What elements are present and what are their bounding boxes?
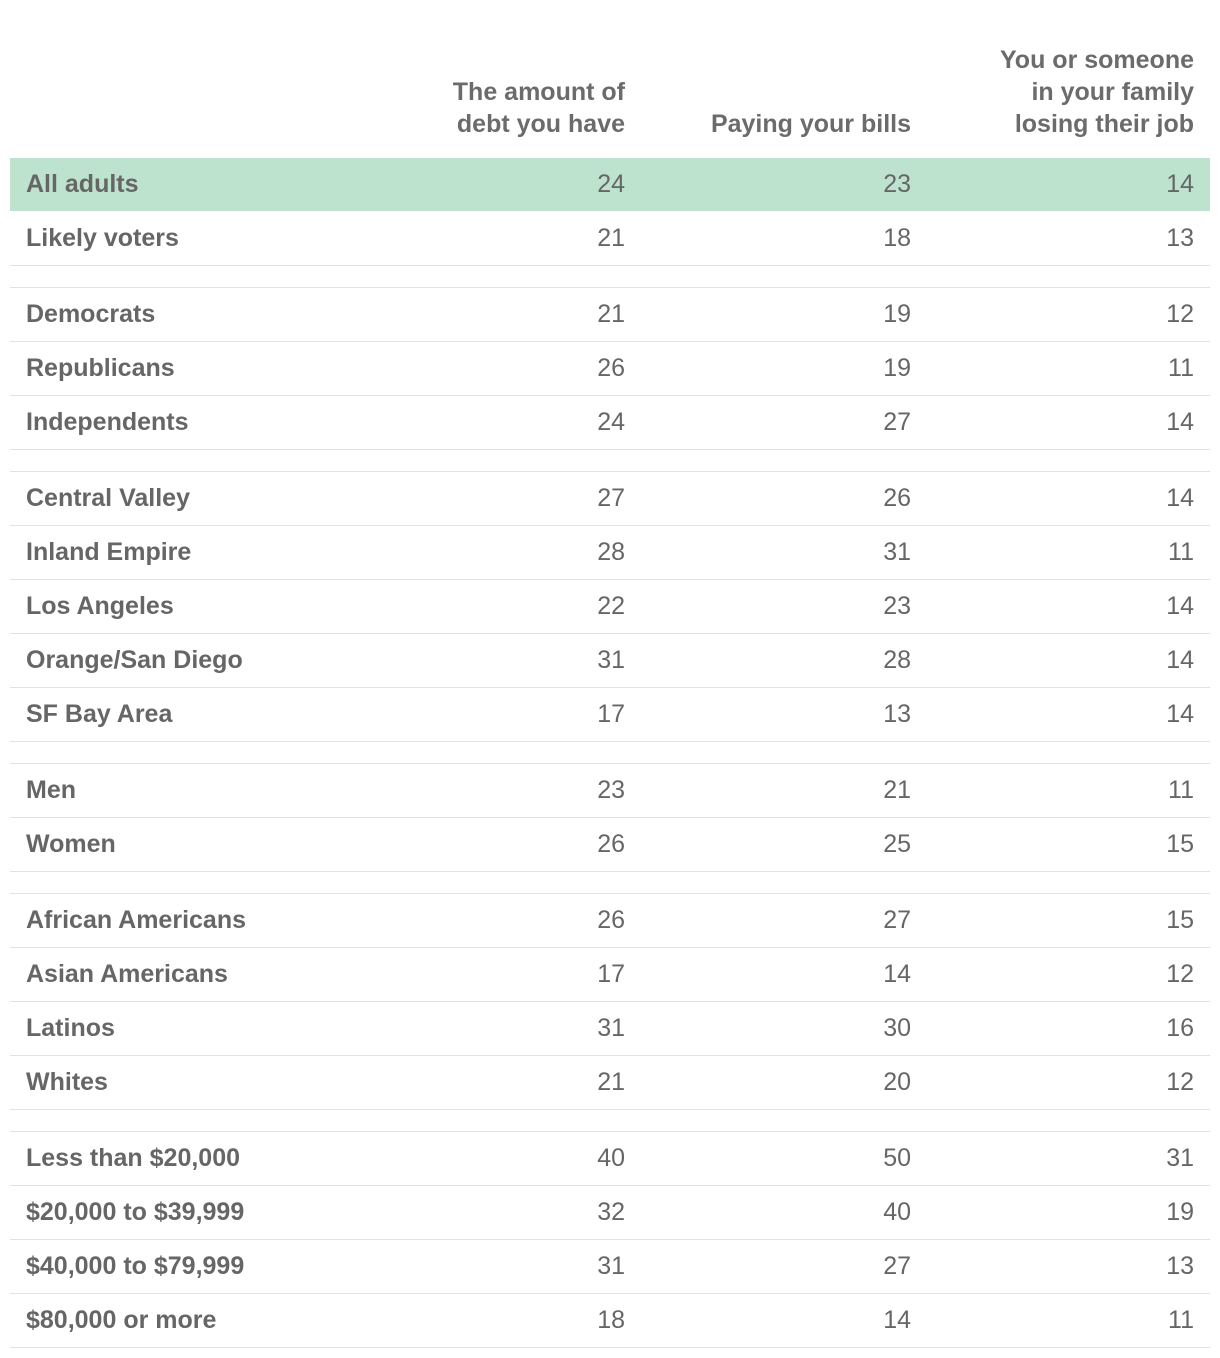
cell-value: 11 xyxy=(1168,1306,1194,1334)
cell-value: 25 xyxy=(883,830,911,858)
table-row xyxy=(10,342,1210,396)
cell-value: 28 xyxy=(597,538,625,566)
table-row xyxy=(10,472,1210,526)
cell-value: 19 xyxy=(883,300,911,328)
row-label: Asian Americans xyxy=(26,960,228,988)
cell-value: 21 xyxy=(597,224,625,252)
cell-value: 26 xyxy=(597,906,625,934)
row-label: Independents xyxy=(26,408,189,436)
cell-value: 27 xyxy=(597,484,625,512)
cell-value: 50 xyxy=(883,1144,911,1172)
row-label: Orange/San Diego xyxy=(26,646,243,674)
table-row xyxy=(10,580,1210,634)
cell-value: 15 xyxy=(1166,906,1194,934)
cell-value: 11 xyxy=(1168,776,1194,804)
cell-value: 27 xyxy=(883,1252,911,1280)
cell-value: 13 xyxy=(1166,224,1194,252)
table-row xyxy=(10,1132,1210,1186)
group-separator xyxy=(10,450,1210,472)
cell-value: 20 xyxy=(883,1068,911,1096)
table-row xyxy=(10,764,1210,818)
group-separator xyxy=(10,742,1210,764)
table-row xyxy=(10,526,1210,580)
data-table xyxy=(10,0,1210,1348)
cell-value: 23 xyxy=(883,170,911,198)
table-row xyxy=(10,212,1210,266)
cell-value: 17 xyxy=(597,700,625,728)
column-header-bills: Paying your bills xyxy=(710,110,911,138)
cell-value: 40 xyxy=(597,1144,625,1172)
cell-value: 18 xyxy=(597,1306,625,1334)
table-row xyxy=(10,634,1210,688)
cell-value: 31 xyxy=(597,646,625,674)
row-label: Women xyxy=(26,830,116,858)
cell-value: 32 xyxy=(597,1198,625,1226)
row-label: African Americans xyxy=(26,906,246,934)
row-label: Men xyxy=(26,776,76,804)
row-label: Democrats xyxy=(26,300,156,328)
row-label: Less than $20,000 xyxy=(26,1144,241,1172)
cell-value: 22 xyxy=(597,592,625,620)
row-label: Los Angeles xyxy=(26,592,174,620)
cell-value: 28 xyxy=(883,646,911,674)
cell-value: 14 xyxy=(883,1306,911,1334)
table-row xyxy=(10,688,1210,742)
cell-value: 13 xyxy=(883,700,911,728)
cell-value: 16 xyxy=(1166,1014,1194,1042)
cell-value: 14 xyxy=(1166,592,1194,620)
table-row xyxy=(10,1002,1210,1056)
row-label: $80,000 or more xyxy=(26,1306,217,1334)
table-row xyxy=(10,1240,1210,1294)
cell-value: 12 xyxy=(1166,960,1194,988)
cell-value: 27 xyxy=(883,906,911,934)
cell-value: 14 xyxy=(1166,170,1194,198)
cell-value: 14 xyxy=(1166,646,1194,674)
cell-value: 11 xyxy=(1168,538,1194,566)
cell-value: 23 xyxy=(883,592,911,620)
row-label: Republicans xyxy=(26,354,175,382)
cell-value: 18 xyxy=(883,224,911,252)
table-row xyxy=(10,1186,1210,1240)
table-row xyxy=(10,948,1210,1002)
cell-value: 21 xyxy=(597,1068,625,1096)
cell-value: 17 xyxy=(597,960,625,988)
cell-value: 24 xyxy=(597,408,625,436)
cell-value: 11 xyxy=(1168,354,1194,382)
cell-value: 19 xyxy=(883,354,911,382)
table-row xyxy=(10,818,1210,872)
cell-value: 26 xyxy=(883,484,911,512)
cell-value: 12 xyxy=(1166,300,1194,328)
table-body xyxy=(10,158,1210,1348)
row-label: All adults xyxy=(26,170,139,198)
cell-value: 14 xyxy=(1166,484,1194,512)
table-row xyxy=(10,1056,1210,1110)
cell-value: 40 xyxy=(883,1198,911,1226)
group-separator xyxy=(10,1110,1210,1132)
group-separator xyxy=(10,872,1210,894)
row-label: Inland Empire xyxy=(26,538,192,566)
cell-value: 27 xyxy=(883,408,911,436)
row-label: $40,000 to $79,999 xyxy=(26,1252,245,1280)
table-row xyxy=(10,288,1210,342)
cell-value: 26 xyxy=(597,830,625,858)
cell-value: 12 xyxy=(1166,1068,1194,1096)
table-row xyxy=(10,1294,1210,1348)
column-header-job-loss: You or someone in your family losing their job xyxy=(999,46,1194,138)
cell-value: 24 xyxy=(597,170,625,198)
cell-value: 30 xyxy=(883,1014,911,1042)
cell-value: 21 xyxy=(883,776,911,804)
group-separator xyxy=(10,266,1210,288)
column-header-debt: The amount of debt you have xyxy=(452,78,625,138)
cell-value: 14 xyxy=(1166,408,1194,436)
cell-value: 19 xyxy=(1166,1198,1194,1226)
cell-value: 21 xyxy=(597,300,625,328)
table-header xyxy=(10,0,1210,158)
table-row xyxy=(10,396,1210,450)
row-label: Latinos xyxy=(26,1014,115,1042)
table-row xyxy=(10,158,1210,212)
cell-value: 26 xyxy=(597,354,625,382)
cell-value: 31 xyxy=(1166,1144,1194,1172)
cell-value: 13 xyxy=(1166,1252,1194,1280)
cell-value: 31 xyxy=(883,538,911,566)
table-row xyxy=(10,894,1210,948)
row-label: Likely voters xyxy=(26,224,179,252)
row-label: Central Valley xyxy=(26,484,190,512)
cell-value: 15 xyxy=(1166,830,1194,858)
cell-value: 31 xyxy=(597,1014,625,1042)
cell-value: 23 xyxy=(597,776,625,804)
row-label: SF Bay Area xyxy=(26,700,173,728)
row-label: $20,000 to $39,999 xyxy=(26,1198,245,1226)
cell-value: 31 xyxy=(597,1252,625,1280)
cell-value: 14 xyxy=(1166,700,1194,728)
cell-value: 14 xyxy=(883,960,911,988)
row-label: Whites xyxy=(26,1068,108,1096)
